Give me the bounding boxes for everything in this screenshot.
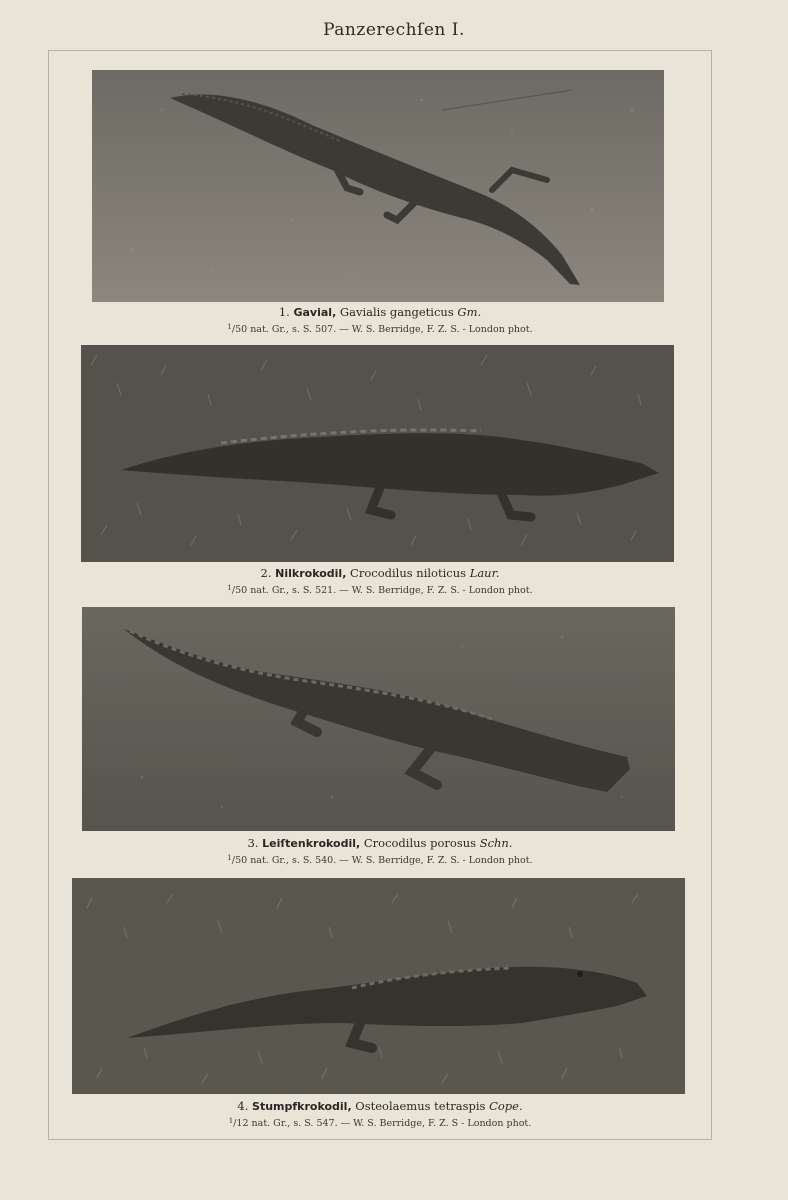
- page-title: Panzerechſen I.: [323, 20, 465, 40]
- plate-number: 2.: [260, 566, 272, 580]
- author: Laur.: [469, 566, 500, 580]
- scientific-name: Osteolaemus tetraspis: [355, 1099, 486, 1113]
- common-name: Nilkrokodil,: [275, 567, 347, 580]
- plate-number: 3.: [247, 836, 259, 850]
- scale-numerator: 1: [228, 1117, 234, 1125]
- scientific-name: Gavialis gangeticus: [339, 305, 454, 319]
- scientific-name: Crocodilus porosus: [363, 836, 477, 850]
- scale-numerator: 1: [227, 323, 232, 331]
- dwarf-crocodile-caption: 4. Stumpfkrokodil, Osteolaemus tetraspis Cope. $^1$/12 nat. Gr., s. S. 547. — W. S. Berridge, F. Z. S - London phot.: [228, 1099, 532, 1129]
- scale-numerator: 1: [227, 854, 232, 862]
- photo-credit: nat. Gr., s. S. 547. — W. S. Berridge, F. Z. S - London phot.: [251, 1118, 532, 1129]
- scale-denominator: 50: [235, 585, 248, 596]
- scale-denominator: 50: [235, 855, 248, 866]
- nile-crocodile-photo: [81, 345, 674, 562]
- nile-crocodile-caption: 2. Nilkrokodil, Crocodilus niloticus Laur. $^1$/50 nat. Gr., s. S. 521. — W. S. Berridge, F. Z. S. - London phot.: [227, 566, 533, 596]
- author: Cope.: [489, 1099, 523, 1113]
- dwarf-crocodile-photo: [72, 878, 685, 1094]
- common-name: Stumpfkrokodil,: [252, 1100, 352, 1113]
- plate-number: 4.: [237, 1099, 249, 1113]
- saltwater-crocodile-caption: 3. Leiſtenkrokodil, Crocodilus porosus Schn. $^1$/50 nat. Gr., s. S. 540. — W. S. Berridge, F. Z. S. - London phot.: [227, 836, 533, 866]
- saltwater-crocodile-photo: [82, 607, 675, 831]
- plate-number: 1.: [278, 305, 290, 319]
- scientific-name: Crocodilus niloticus: [350, 566, 467, 580]
- author: Gm.: [457, 305, 482, 319]
- scale-denominator: 50: [235, 324, 248, 335]
- gavial-caption: 1. Gavial, Gavialis gangeticus Gm. $^1$/50 nat. Gr., s. S. 507. — W. S. Berridge, F. Z. S. - London phot.: [227, 305, 533, 335]
- gavial-photo: [92, 70, 664, 302]
- photo-credit: nat. Gr., s. S. 540. — W. S. Berridge, F. Z. S. - London phot.: [250, 855, 533, 866]
- common-name: Gavial,: [293, 306, 337, 319]
- photo-credit: nat. Gr., s. S. 521. — W. S. Berridge, F. Z. S. - London phot.: [250, 585, 533, 596]
- author: Schn.: [479, 836, 513, 850]
- photo-credit: nat. Gr., s. S. 507. — W. S. Berridge, F. Z. S. - London phot.: [250, 324, 533, 335]
- common-name: Leiſtenkrokodil,: [262, 837, 361, 850]
- scale-denominator: 12: [236, 1118, 249, 1129]
- scale-numerator: 1: [227, 584, 232, 592]
